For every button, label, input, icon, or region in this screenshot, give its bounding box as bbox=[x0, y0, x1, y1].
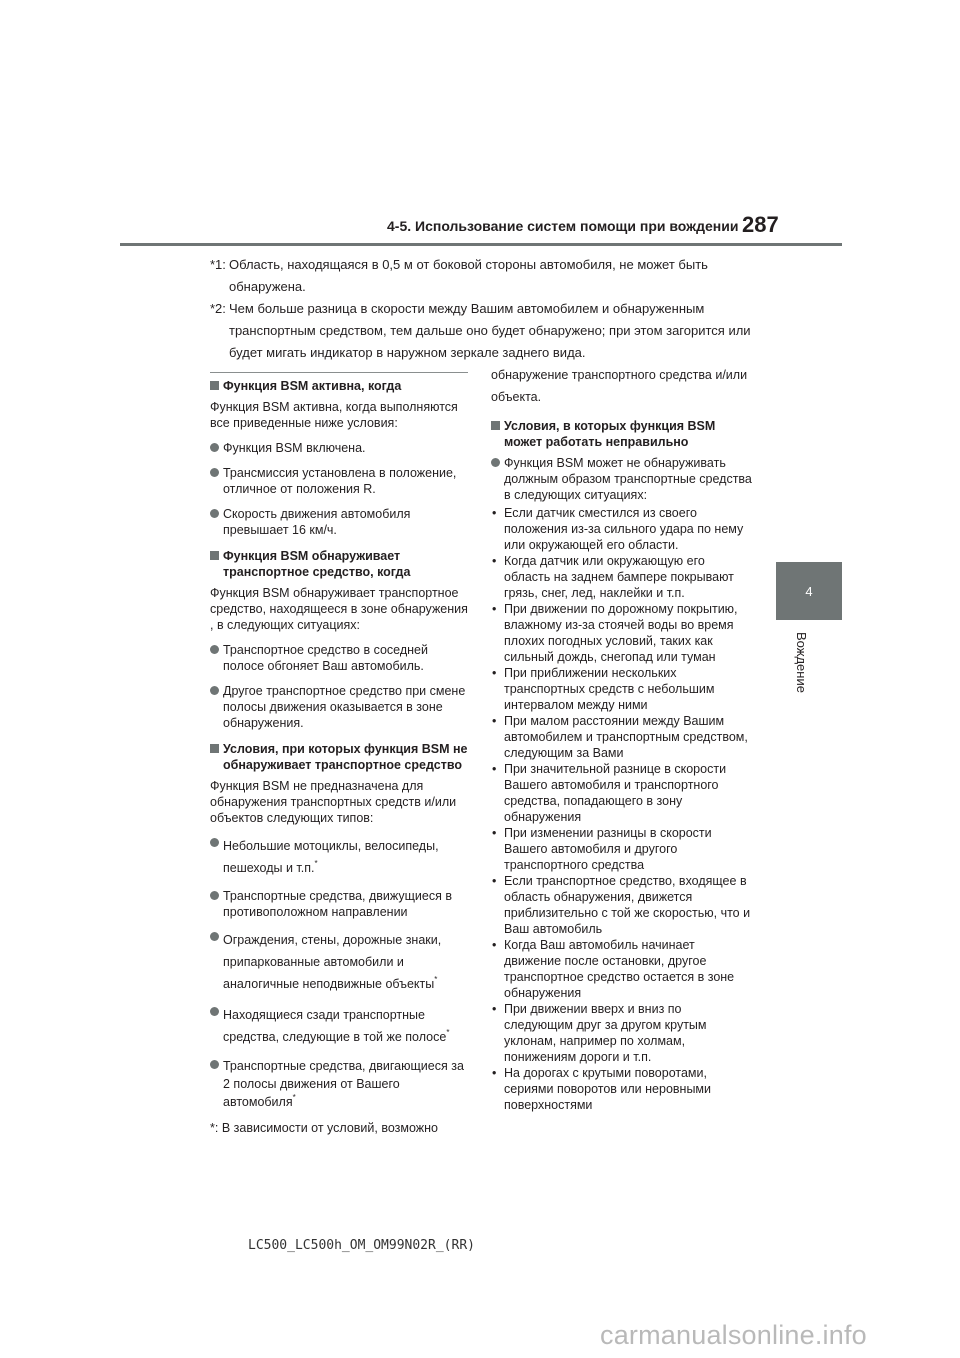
bullet-text: Ограждения, стены, дорожные знаки, припаркованные автомобили и аналогичные неподвижные объекты bbox=[223, 933, 442, 991]
watermark: carmanualsonline.info bbox=[600, 1320, 867, 1350]
sub-list-item: • При движении вверх и вниз по следующим друг за другом крутым уклонам, например по холмам, понижениям дороги и т.п. bbox=[491, 1001, 753, 1065]
bullet-item: Другое транспортное средство при смене полосы движения оказывается в зоне обнаружения. bbox=[210, 683, 472, 731]
sub-list-item: • При приближении нескольких транспортных средств с небольшим интервалом между ними bbox=[491, 665, 753, 713]
bullet-item: Функция BSM может не обнаруживать должным образом транспортные средства в следующих ситуациях: bbox=[491, 455, 753, 503]
page-number: 287 bbox=[742, 212, 779, 237]
paragraph: Функция BSM обнаруживает транспортное средство, находящееся в зоне обнаружения , в следующих ситуациях: bbox=[210, 586, 468, 632]
paragraph: Функция BSM не предназначена для обнаружения транспортных средств и/или объектов следующих типов: bbox=[210, 779, 457, 825]
left-column bbox=[210, 378, 472, 1136]
column-footnote-text: В зависимости от условий, возможно bbox=[221, 1121, 438, 1135]
chapter-number: 4 bbox=[805, 583, 813, 599]
footnote-1-text: Область, находящаяся в 0,5 м от боковой стороны автомобиля, не может быть обнаружена. bbox=[229, 257, 708, 294]
sub-list-item: • Если датчик сместился из своего положения из-за сильного удара по нему или окружающей его области. bbox=[491, 505, 753, 553]
footnote-ref: * bbox=[314, 859, 318, 868]
heading-bsm-active: Функция BSM активна, когда bbox=[210, 378, 472, 394]
bullet-item: Функция BSM включена. bbox=[210, 440, 472, 456]
footnote-ref: * bbox=[446, 1028, 450, 1037]
sub-list-item: • Если транспортное средство, входящее в область обнаружения, движется приблизительно с той же скоростью, что и Ваш автомобиль bbox=[491, 873, 753, 937]
footnote-2-mark: *2: bbox=[210, 301, 226, 316]
sub-list-item: • На дорогах с крутыми поворотами, сериями поворотов или неровными поверхностями bbox=[491, 1065, 753, 1113]
bullet-item bbox=[210, 1057, 472, 1111]
continuation-text: обнаружение транспортного средства и/или объекта. bbox=[491, 368, 748, 404]
heading-bsm-malfunction: Условия, в которых функция BSM может работать неправильно bbox=[491, 418, 753, 450]
bullet-item: Трансмиссия установлена в положение, отличное от положения R. bbox=[210, 465, 472, 497]
chapter-label: Вождение bbox=[794, 632, 809, 693]
sub-list-item: • Когда Ваш автомобиль начинает движение после остановки, другое транспортное средство остается в зоне обнаружения bbox=[491, 937, 753, 1001]
bullet-text: Находящиеся сзади транспортные средства, следующие в той же полосе bbox=[223, 1008, 447, 1044]
header-divider bbox=[120, 243, 842, 246]
sub-list-item: • При значительной разнице в скорости Вашего автомобиля и транспортного средства, попадающего в зону обнаружения bbox=[491, 761, 753, 825]
sub-list-item: • При изменении разницы в скорости Вашего автомобиля и другого транспортного средства bbox=[491, 825, 753, 873]
footnote-1-mark: *1: bbox=[210, 257, 226, 272]
paragraph: Функция BSM активна, когда выполняются все приведенные ниже условия: bbox=[210, 400, 458, 430]
bullet-text: Небольшие мотоциклы, велосипеды, пешеходы и т.п. bbox=[223, 839, 439, 875]
sub-list-item: • При движении по дорожному покрытию, влажному из-за стоячей воды во время плохих погодных условий, таких как сильный дождь, снегопад или туман bbox=[491, 601, 753, 665]
sub-list-item: • При малом расстоянии между Вашим автомобилем и транспортным средством, следующим за Вами bbox=[491, 713, 753, 761]
bullet-item: Транспортные средства, движущиеся в противоположном направлении bbox=[210, 888, 472, 920]
heading-bsm-detects: Функция BSM обнаруживает транспортное средство, когда bbox=[210, 548, 472, 580]
footnote-ref: * bbox=[434, 975, 438, 984]
right-column bbox=[491, 364, 753, 1113]
section-title: 4-5. Использование систем помощи при вождении bbox=[387, 218, 739, 234]
footnote-2 bbox=[210, 298, 770, 364]
heading-bsm-not-detect: Условия, при которых функция BSM не обнаруживает транспортное средство bbox=[210, 741, 472, 773]
bullet-item bbox=[210, 929, 472, 995]
column-footnote bbox=[210, 1120, 472, 1136]
bullet-text: Транспортные средства, двигающиеся за 2 полосы движения от Вашего автомобиля bbox=[223, 1059, 464, 1109]
document-id: LC500_LC500h_OM_OM99N02R_(RR) bbox=[248, 1238, 475, 1253]
chapter-tab[interactable] bbox=[776, 562, 842, 620]
bullet-item: Скорость движения автомобиля превышает 16 км/ч. bbox=[210, 506, 472, 538]
footnote-ref: * bbox=[292, 1093, 296, 1102]
bullet-item bbox=[210, 835, 472, 879]
sub-list-item: • Когда датчик или окружающую его область на заднем бампере покрывают грязь, снег, лед, наклейки и т.п. bbox=[491, 553, 753, 601]
footnote-1 bbox=[210, 254, 770, 298]
column-footnote-mark: *: bbox=[210, 1121, 219, 1135]
bullet-item bbox=[210, 1004, 472, 1048]
bullet-item: Транспортное средство в соседней полосе обгоняет Ваш автомобиль. bbox=[210, 642, 472, 674]
footnote-2-text: Чем больше разница в скорости между Вашим автомобилем и обнаруженным транспортным средством, тем дальше оно будет обнаружено; при этом загорится или будет мигать индикатор в наружном зеркале заднего вида. bbox=[229, 301, 751, 360]
column-divider bbox=[210, 372, 468, 373]
